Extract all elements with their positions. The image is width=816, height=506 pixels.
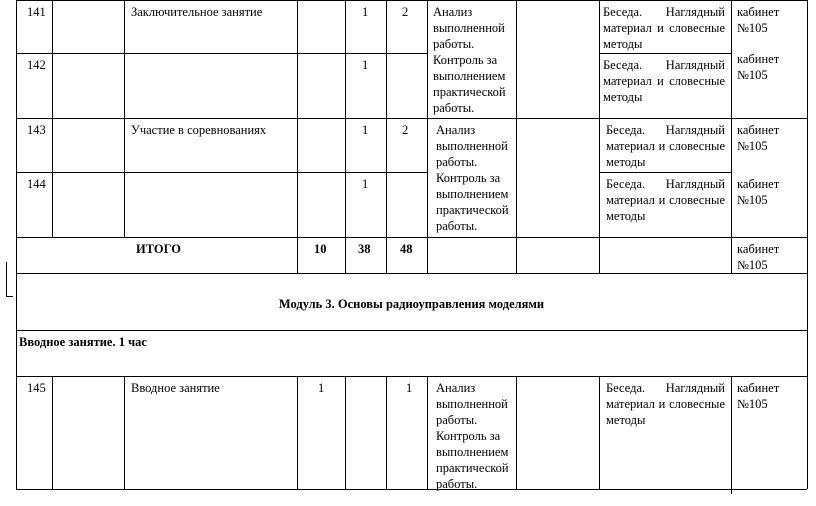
- control-form: Анализ выполненной работы. Контроль за выполнением практической работы.: [433, 5, 506, 115]
- total-hours: 1: [406, 381, 413, 395]
- row-number: 143: [27, 123, 46, 137]
- room: кабинет №105: [737, 177, 780, 207]
- section-heading: Вводное занятие. 1 час: [19, 335, 147, 349]
- methods: Беседа. Наглядный материал и словесные методы: [603, 5, 725, 51]
- row-number: 142: [27, 58, 46, 72]
- row-number: 144: [27, 177, 46, 191]
- lesson-title: Заключительное занятие: [131, 5, 263, 19]
- theory-hours: 1: [362, 123, 369, 137]
- theory-hours: 1: [318, 381, 325, 395]
- room: кабинет №105: [737, 5, 780, 35]
- module-title: Модуль 3. Основы радиоуправления моделями: [278, 297, 545, 311]
- lesson-title: Вводное занятие: [131, 381, 220, 395]
- margin-mark: [6, 262, 7, 296]
- room: кабинет №105: [737, 381, 780, 411]
- total-sum: 48: [400, 242, 413, 256]
- total-theory: 10: [314, 242, 327, 256]
- methods: Беседа. Наглядный материал и словесные методы: [606, 123, 725, 169]
- margin-mark-foot: [6, 296, 13, 297]
- control-form: Анализ выполненной работы. Контроль за выполнением практической работы.: [436, 123, 509, 233]
- row-number: 145: [27, 381, 46, 395]
- theory-hours: 1: [362, 58, 369, 72]
- theory-hours: 1: [362, 177, 369, 191]
- room: кабинет №105: [737, 52, 780, 82]
- row-number: 141: [27, 5, 46, 19]
- total-label: ИТОГО: [136, 242, 181, 256]
- lesson-title: Участие в соревнованиях: [131, 123, 267, 137]
- room: кабинет №105: [737, 123, 780, 153]
- methods: Беседа. Наглядный материал и словесные методы: [603, 58, 725, 104]
- theory-hours: 1: [362, 5, 369, 19]
- room: кабинет №105: [737, 242, 780, 272]
- total-practice: 38: [358, 242, 371, 256]
- methods: Беседа. Наглядный материал и словесные методы: [606, 177, 725, 223]
- total-hours: 2: [402, 5, 409, 19]
- control-form: Анализ выполненной работы. Контроль за выполнением практической работы.: [436, 381, 509, 491]
- methods: Беседа. Наглядный материал и словесные методы: [606, 381, 725, 427]
- total-hours: 2: [402, 123, 409, 137]
